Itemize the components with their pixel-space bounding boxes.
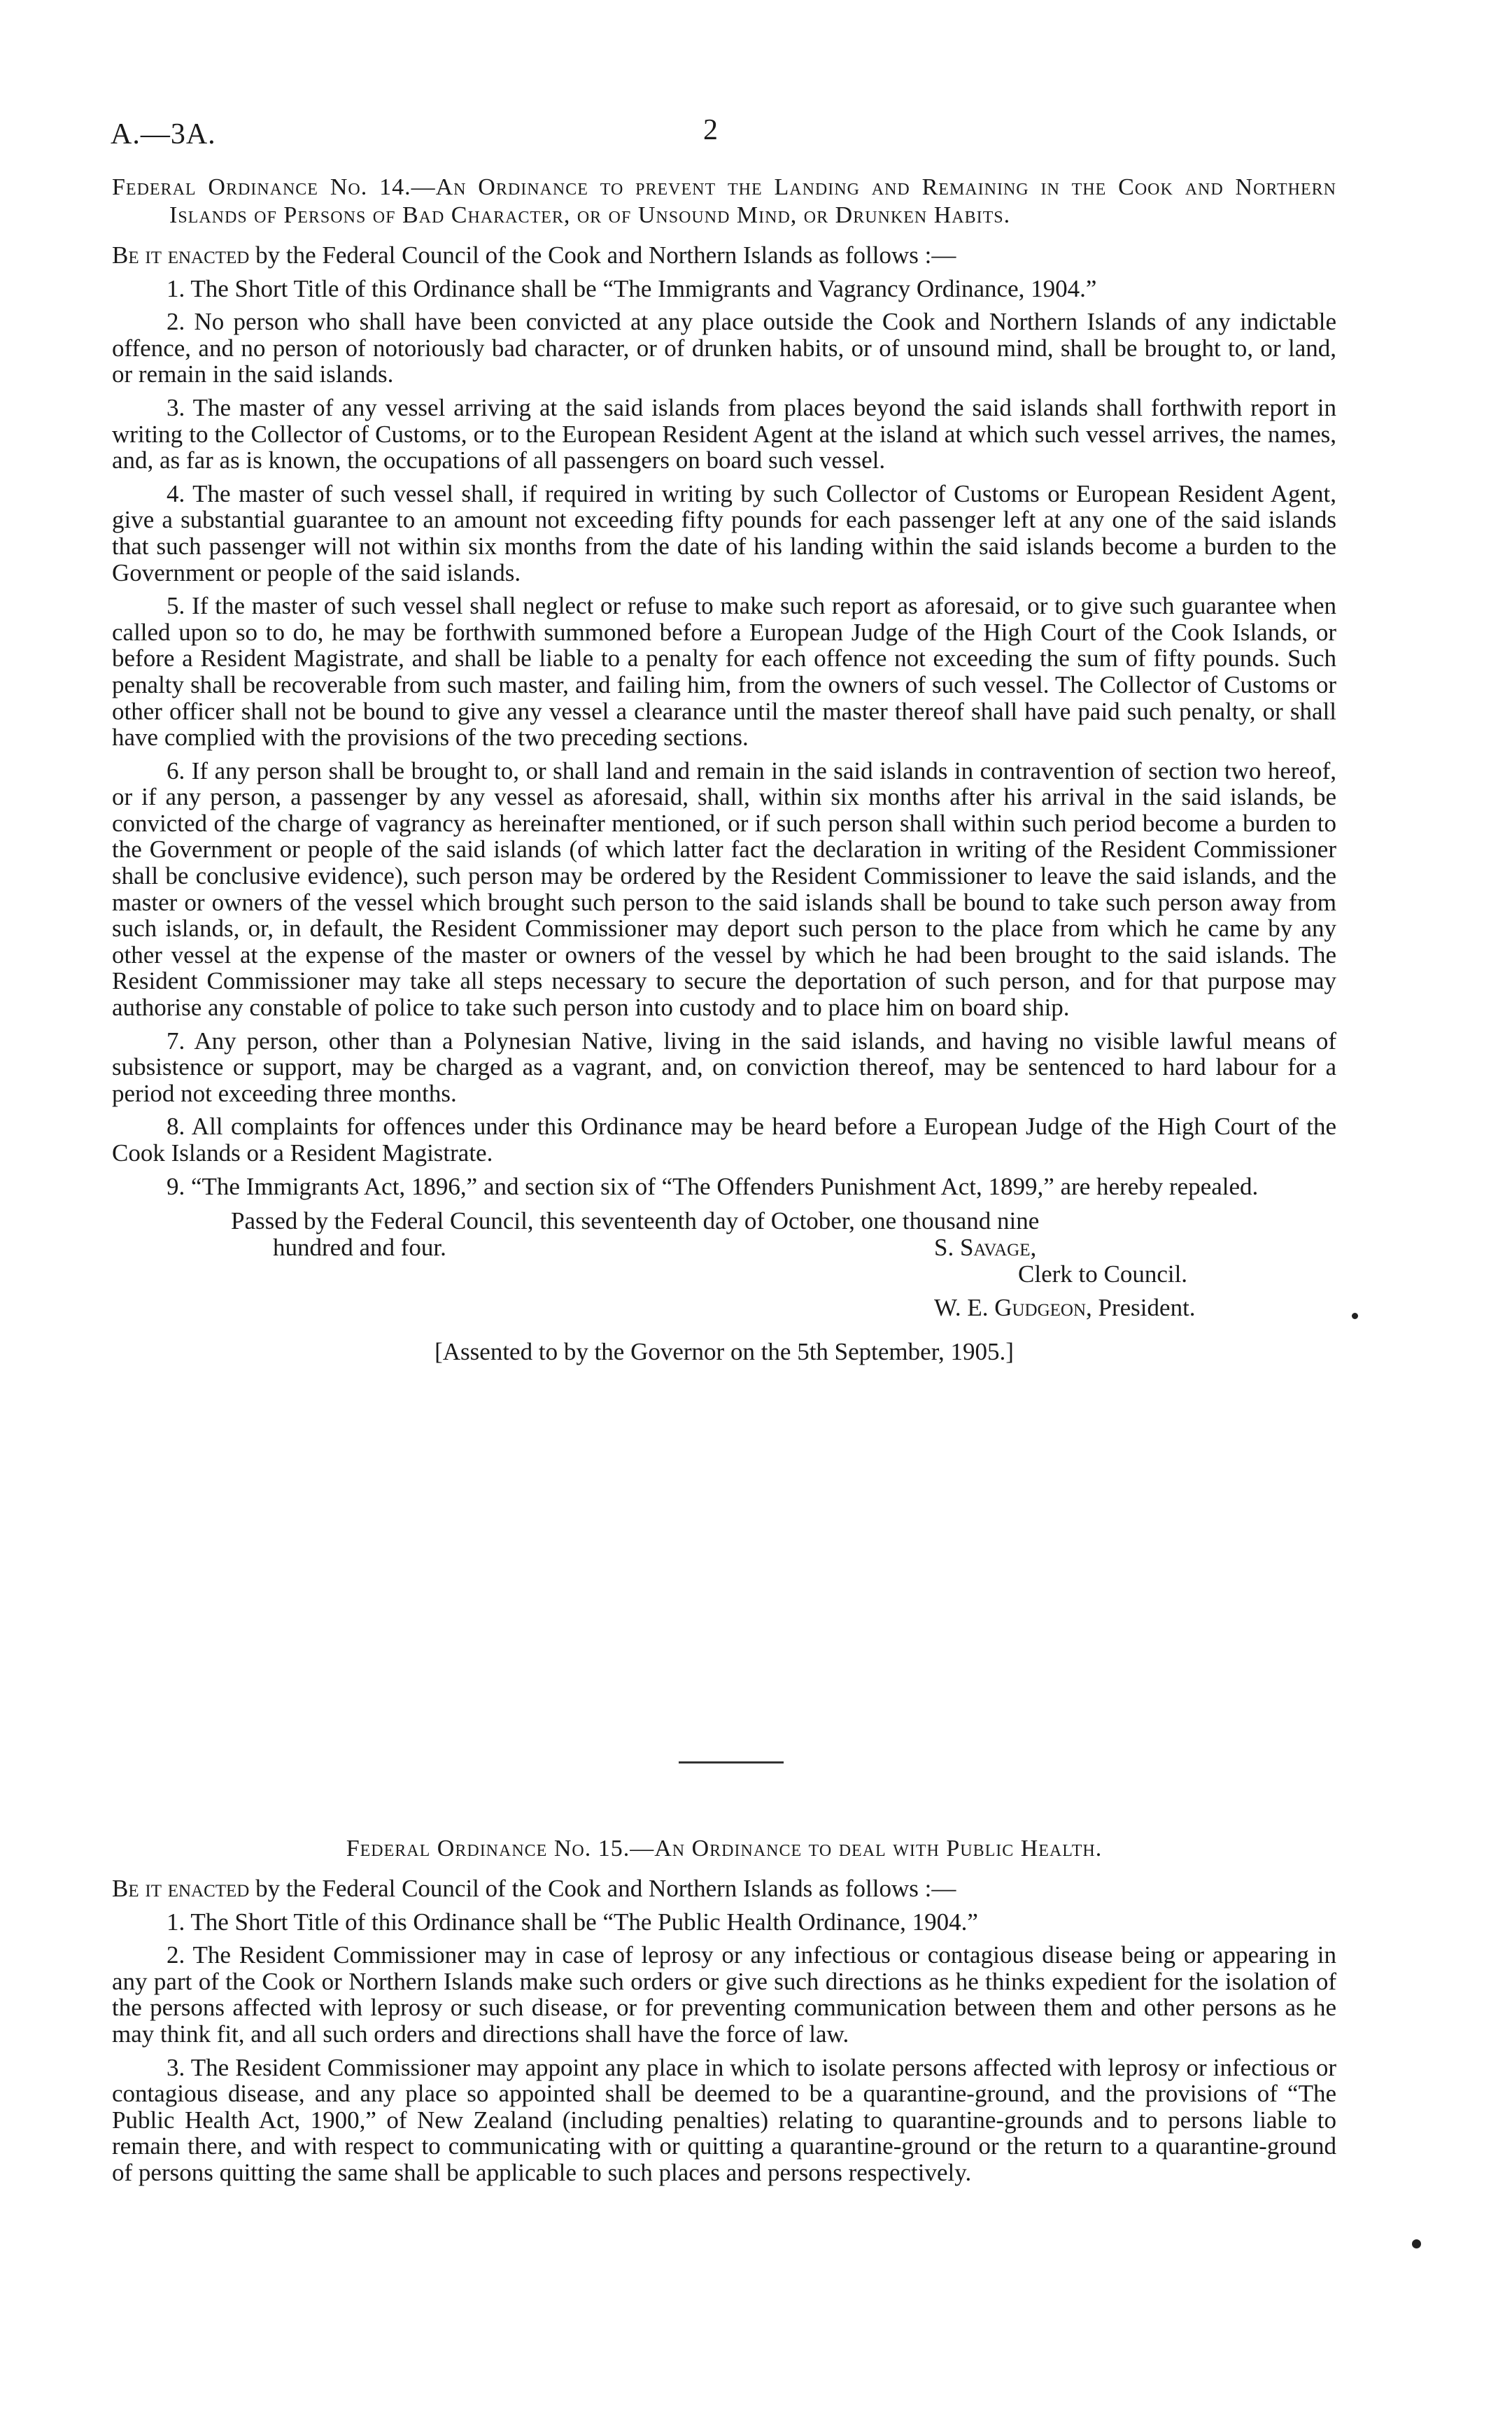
clerk-signature — [934, 1234, 1036, 1261]
clause-14-4: 4. The master of such vessel shall, if required in writing by such Collector of Customs or European Resident Agent, give a substantial guarantee to an amount not exceeding fifty pounds for each passenger left at any one of the said islands that such passenger will not within six months from the date of his landing within the said islands become a burden to the Government or people of the said islands. — [112, 479, 1336, 586]
clause-15-1: 1. The Short Title of this Ordinance shall be “The Public Health Ordinance, 1904.” — [167, 1908, 978, 1936]
ordinance-15-enacting-clause — [112, 1875, 1336, 1902]
page-number: 2 — [703, 114, 718, 146]
document-reference: A.—3A. — [111, 118, 216, 150]
ordinance-15-heading: Federal Ordinance No. 15.—An Ordinance to deal with Public Health. — [346, 1836, 1103, 1861]
clause-14-2: 2. No person who shall have been convicted at any place outside the Cook and Northern Islands of any indictable offence, and no person of notoriously bad character, or of drunken habits, or of unsound mind, shall be brought to, or land, or remain in the said islands. — [112, 308, 1336, 388]
clause-14-9: 9. “The Immigrants Act, 1896,” and section six of “The Offenders Punishment Act, 1899,” are hereby repealed. — [167, 1172, 1259, 1200]
clause-14-5: 5. If the master of such vessel shall neglect or refuse to make such report as aforesaid, or to give such guarantee when called upon so to do, he may be forthwith summoned before a European Judge of the High Court of the Cook Islands, or before a Resident Magistrate, and shall be liable to a penalty for each offence not exceeding the sum of fifty pounds. Such penalty shall be recoverable from such master, and failing him, from the owners of such vessel. The Collector of Customs or other officer shall not be bound to give any vessel a clearance until the master thereof shall have paid such penalty, or shall have complied with the provisions of the two preceding sections. — [112, 592, 1336, 752]
ordinance-14 — [112, 174, 1336, 1366]
enact-lead: Be it enacted — [112, 241, 250, 269]
assent-note: [Assented to by the Governor on the 5th September, 1905.] — [434, 1338, 1014, 1366]
clause-14-1: 1. The Short Title of this Ordinance shall be “The Immigrants and Vagrancy Ordinance, 1904.” — [167, 274, 1097, 302]
clause-14-6: 6. If any person shall be brought to, or shall land and remain in the said islands in contravention of section two hereof, or if any person, a passenger by any vessel as aforesaid, shall, within six months after his arrival in the said islands, be convicted of the charge of vagrancy as hereinafter mentioned, or if such person shall within such period become a burden to the Government or people of the said islands (of which latter fact the declaration in writing of the Resident Commissioner shall be conclusive evidence), such person may be ordered by the Resident Commissioner to leave the said islands, and the master or owners of the vessel which brought such person to the said islands shall be bound to take such person away from such islands, or, in default, the Resident Commissioner may deport such person to the place from which he came by any other vessel at the expense of the master or owners of the vessel by which he had been brought to the said islands. The Resident Commissioner may take all steps necessary to secure the deportation of such person, and for that purpose may authorise any constable of police to take such person into custody and to place him on board ship. — [112, 756, 1336, 1022]
passed-line-2: hundred and four. — [273, 1234, 446, 1262]
enact-rest: by the Federal Council of the Cook and Northern Islands as follows :— — [249, 241, 956, 269]
clause-15-3: 3. The Resident Commissioner may appoint any place in which to isolate persons affected with leprosy or infectious or contagious disease, and any place so appointed shall be deemed to be a quarantine-ground, and the provisions of “The Public Health Act, 1900,” of New Zealand (including penalties) relating to quarantine-grounds and to persons liable to remain there, and with respect to communicating with or quitting a quarantine-ground or the return to a quarantine-ground of persons quitting the same shall be applicable to such places and persons respectively. — [112, 2053, 1336, 2186]
enact-rest: by the Federal Council of the Cook and Northern Islands as follows :— — [249, 1875, 956, 1902]
passed-line-1: Passed by the Federal Council, this seventeenth day of October, one thousand nine — [231, 1207, 1040, 1235]
clause-14-8: 8. All complaints for offences under this Ordinance may be heard before a European Judge of the High Court of the Cook Islands or a Resident Magistrate. — [112, 1113, 1336, 1167]
clause-15-2: 2. The Resident Commissioner may in case of leprosy or any infectious or contagious disease being or appearing in any part of the Cook or Northern Islands make such orders or give such directions as he thinks expedient for the isolation of the persons affected with leprosy or such disease, or for preventing communication between them and other persons as he may think fit, and all such orders and directions shall have the force of law. — [112, 1941, 1336, 2048]
clause-14-7: 7. Any person, other than a Polynesian Native, living in the said islands, and having no visible lawful means of subsistence or support, may be charged as a vagrant, and, on conviction thereof, may be sentenced to hard labour for a period not exceeding three months. — [112, 1027, 1336, 1107]
ordinance-15 — [112, 1835, 1336, 2186]
ordinance-14-enacting-clause — [112, 242, 1336, 269]
president-title: President. — [1091, 1294, 1196, 1322]
clerk-name: S. Savage, — [934, 1234, 1037, 1262]
margin-mark — [1352, 1313, 1358, 1319]
enact-lead: Be it enacted — [112, 1875, 250, 1902]
president-signature — [934, 1295, 1196, 1321]
section-divider — [679, 1761, 784, 1763]
president-name: W. E. Gudgeon, — [934, 1294, 1092, 1322]
clerk-title: Clerk to Council. — [1018, 1260, 1188, 1288]
clause-14-3: 3. The master of any vessel arriving at the said islands from places beyond the said islands shall forthwith report in writing to the Collector of Customs, or to the European Resident Agent at the island at which such vessel arrives, the names, and, as far as is known, the occupations of all passengers on board such vessel. — [112, 393, 1336, 474]
passed-statement — [112, 1208, 1336, 1334]
ordinance-14-heading: Federal Ordinance No. 14.—An Ordinance to prevent the Landing and Remaining in the Cook and Northern Islands of Persons of Bad Character, or of Unsound Mind, or Drunken Habits. — [112, 174, 1336, 228]
margin-mark — [1412, 2239, 1421, 2248]
